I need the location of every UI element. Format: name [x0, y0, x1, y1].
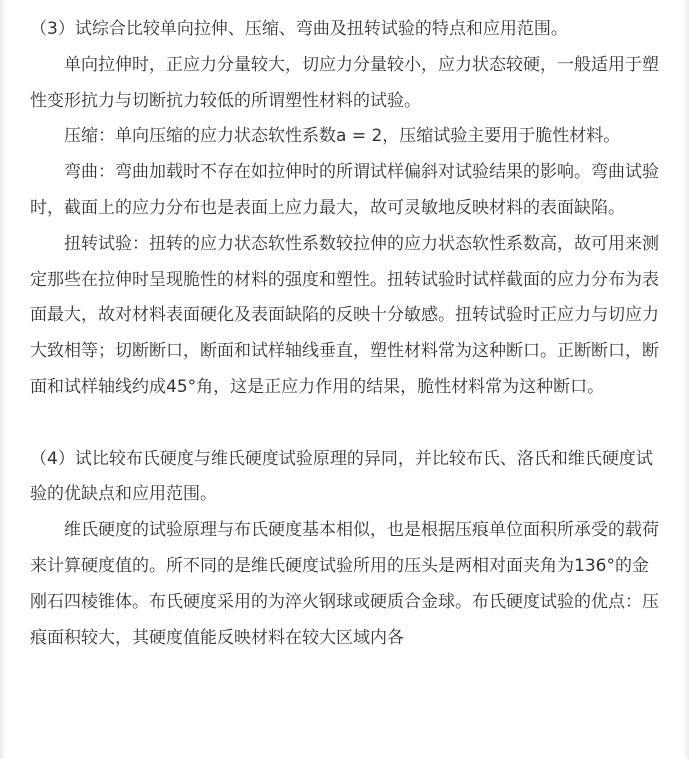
compression-paragraph: 压缩：单向压缩的应力状态软性系数a = 2，压缩试验主要用于脆性材料。	[64, 126, 621, 147]
page-left-edge	[0, 0, 6, 759]
section-spacer	[30, 406, 660, 442]
article-body	[30, 12, 660, 656]
section-3-heading: （3）试综合比较单向拉伸、压缩、弯曲及扭转试验的特点和应用范围。	[30, 19, 568, 39]
hardness-paragraph: 维氏硬度的试验原理与布氏硬度基本相似，也是根据压痕单位面积所承受的载荷来计算硬度值的。所不同的是维氏硬度试验所用的压头是两相对面夹角为136°的金刚石四棱锥体。布氏硬度采用的为淬火钢球或硬质合金球。布氏硬度试验的优点：压痕面积较大，其硬度值能反映材料在较大区域内各	[30, 520, 659, 648]
section-4-heading: （4）试比较布氏硬度与维氏硬度试验原理的异同，并比较布氏、洛氏和维氏硬度试验的优缺点和应用范围。	[30, 448, 653, 505]
tension-paragraph: 单向拉伸时，正应力分量较大，切应力分量较小，应力状态较硬，一般适用于塑性变形抗力与切断抗力较低的所谓塑性材料的试验。	[30, 54, 659, 111]
bending-paragraph: 弯曲：弯曲加载时不存在如拉伸时的所谓试样偏斜对试验结果的影响。弯曲试验时，截面上的应力分布也是表面上应力最大，故可灵敏地反映材料的表面缺陷。	[30, 162, 659, 218]
torsion-paragraph: 扭转试验：扭转的应力状态软性系数较拉伸的应力状态软性系数高，故可用来测定那些在拉伸时呈现脆性的材料的强度和塑性。扭转试验时试样截面的应力分布为表面最大，故对材料表面硬化及表面缺陷的反映十分敏感。扭转试验时正应力与切应力大致相等；切断断口，断面和试样轴线垂直，塑性材料常为这种断口。正断断口，断面和试样轴线约成45°角，这是正应力作用的结果，脆性材料常为这种断口。	[30, 233, 659, 397]
page-right-edge	[683, 0, 689, 759]
